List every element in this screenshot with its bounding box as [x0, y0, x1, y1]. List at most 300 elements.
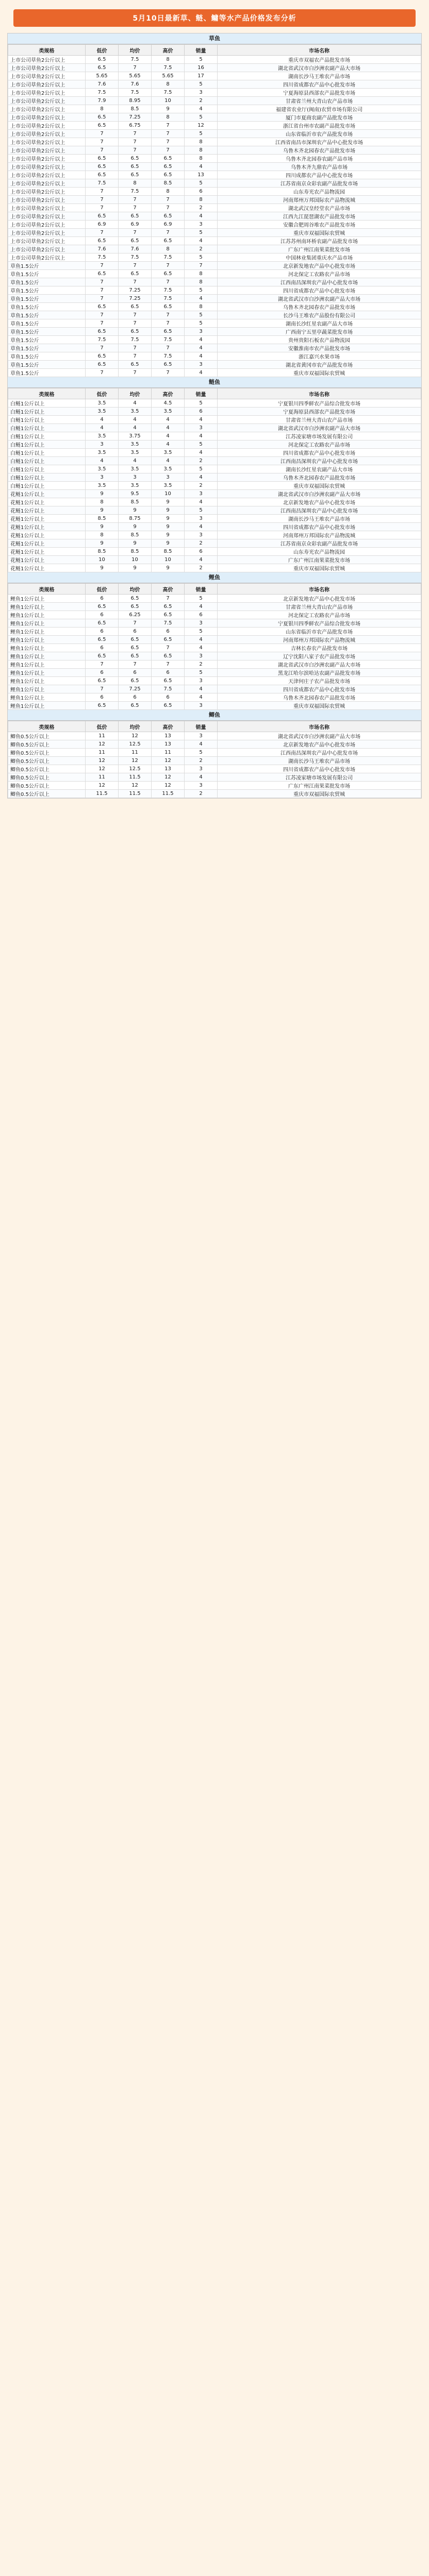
table-row	[8, 644, 421, 652]
low-price-cell: 9	[86, 506, 119, 515]
avg-price-cell: 4	[119, 399, 152, 408]
table-row	[8, 336, 421, 344]
spec-cell: 鲫鱼0.5公斤以上	[8, 740, 86, 749]
high-price-cell: 7	[152, 319, 185, 328]
high-price-cell: 13	[152, 765, 185, 773]
spec-cell: 草鱼1.5公斤	[8, 295, 86, 303]
spec-cell: 鲤鱼1公斤以上	[8, 652, 86, 660]
table-row	[8, 105, 421, 113]
high-price-cell: 6.5	[152, 237, 185, 245]
avg-price-cell: 4	[119, 424, 152, 432]
high-price-cell: 7	[152, 196, 185, 204]
avg-price-cell: 7	[119, 319, 152, 328]
avg-price-cell: 7	[119, 352, 152, 361]
market-name-cell: 江苏凌家塘市场发展有限公司	[218, 432, 421, 440]
market-name-cell: 河南郑州万邦国际农产品物流城	[218, 636, 421, 644]
market-name-cell: 重庆市双福国际农贸城	[218, 702, 421, 710]
spec-cell: 上市公司草鱼2公斤以上	[8, 138, 86, 146]
table-row	[8, 765, 421, 773]
market-name-cell: 广西南宁五里亭蔬菜批发市场	[218, 328, 421, 336]
avg-price-cell: 6.5	[119, 328, 152, 336]
table-header-row	[8, 584, 421, 595]
volume-cell: 4	[185, 344, 218, 352]
avg-price-cell: 9	[119, 564, 152, 572]
low-price-cell: 6.5	[86, 603, 119, 611]
spec-cell: 上市公司草鱼2公斤以上	[8, 196, 86, 204]
avg-price-cell: 7	[119, 311, 152, 319]
high-price-cell: 7	[152, 138, 185, 146]
low-price-cell: 7	[86, 660, 119, 669]
volume-cell: 4	[185, 432, 218, 440]
spec-cell: 草鱼1.5公斤	[8, 270, 86, 278]
avg-price-cell: 7	[119, 64, 152, 72]
high-price-cell: 7.5	[152, 286, 185, 295]
volume-cell: 5	[185, 319, 218, 328]
table-row	[8, 328, 421, 336]
volume-cell: 3	[185, 677, 218, 685]
market-name-cell: 四川省成都农产品中心批发市场	[218, 685, 421, 693]
low-price-cell: 8	[86, 498, 119, 506]
market-name-cell: 乌鲁木齐北园春农产品批发市场	[218, 473, 421, 482]
market-name-cell: 重庆市双福国际农贸城	[218, 369, 421, 377]
spec-cell: 草鱼1.5公斤	[8, 278, 86, 286]
avg-price-cell: 7	[119, 278, 152, 286]
low-price-cell: 7	[86, 278, 119, 286]
avg-price-cell: 6.5	[119, 603, 152, 611]
avg-price-cell: 8.5	[119, 105, 152, 113]
low-price-cell: 7	[86, 146, 119, 155]
high-price-cell: 12	[152, 782, 185, 790]
table-row	[8, 130, 421, 138]
volume-cell: 2	[185, 245, 218, 253]
avg-price-cell: 7.5	[119, 253, 152, 262]
low-price-cell: 7	[86, 188, 119, 196]
low-price-cell: 4	[86, 416, 119, 424]
low-price-cell: 7	[86, 262, 119, 270]
table-row	[8, 171, 421, 179]
market-name-cell: 江西南昌深圳农产品中心批发市场	[218, 506, 421, 515]
volume-cell: 8	[185, 278, 218, 286]
volume-cell: 6	[185, 611, 218, 619]
table-header-row	[8, 388, 421, 399]
market-name-cell: 江西南昌深圳农产品中心批发市场	[218, 749, 421, 757]
table-row	[8, 685, 421, 693]
high-price-cell: 4	[152, 432, 185, 440]
low-price-cell: 7	[86, 229, 119, 237]
low-price-cell: 7	[86, 344, 119, 352]
table-row	[8, 416, 421, 424]
table-row	[8, 188, 421, 196]
table-row	[8, 311, 421, 319]
spec-cell: 花鲢1公斤以上	[8, 548, 86, 556]
volume-cell: 4	[185, 693, 218, 702]
volume-cell: 4	[185, 603, 218, 611]
volume-cell: 3	[185, 765, 218, 773]
high-price-cell: 6.5	[152, 361, 185, 369]
table-row	[8, 361, 421, 369]
market-name-cell: 河北保定工农路农产品市场	[218, 440, 421, 449]
market-name-cell: 浙江嘉兴水果市场	[218, 352, 421, 361]
spec-cell: 鲫鱼0.5公斤以上	[8, 773, 86, 782]
table-row	[8, 97, 421, 105]
high-price-cell: 4	[152, 457, 185, 465]
volume-cell: 12	[185, 122, 218, 130]
volume-cell: 17	[185, 72, 218, 80]
low-price-cell: 6.5	[86, 56, 119, 64]
market-name-cell: 福建省农业厅(闽南)农贸市场有限公司	[218, 105, 421, 113]
avg-price-cell: 6.5	[119, 171, 152, 179]
low-price-cell: 6.5	[86, 171, 119, 179]
table-row	[8, 229, 421, 237]
table-row	[8, 319, 421, 328]
low-price-cell: 3.5	[86, 449, 119, 457]
spec-cell: 白鲢1公斤以上	[8, 408, 86, 416]
spec-cell: 草鱼1.5公斤	[8, 311, 86, 319]
avg-price-cell: 6.5	[119, 361, 152, 369]
market-name-cell: 湖北省武汉市白沙洲农副产品大市场	[218, 660, 421, 669]
avg-price-cell: 6.5	[119, 270, 152, 278]
table-row	[8, 773, 421, 782]
volume-cell: 6	[185, 188, 218, 196]
high-price-cell: 7.5	[152, 619, 185, 628]
spec-cell: 白鲢1公斤以上	[8, 457, 86, 465]
section-title: 草鱼	[8, 33, 421, 44]
high-price-cell: 11	[152, 749, 185, 757]
spec-cell: 草鱼1.5公斤	[8, 262, 86, 270]
high-price-cell: 7	[152, 595, 185, 603]
spec-cell: 鲤鱼1公斤以上	[8, 636, 86, 644]
low-price-cell: 4	[86, 424, 119, 432]
market-name-cell: 重庆市双福国际农贸城	[218, 229, 421, 237]
low-price-cell: 7	[86, 196, 119, 204]
spec-cell: 草鱼1.5公斤	[8, 369, 86, 377]
table-row	[8, 539, 421, 548]
volume-cell: 8	[185, 138, 218, 146]
volume-cell: 4	[185, 773, 218, 782]
column-header: 市场名称	[218, 45, 421, 56]
low-price-cell: 6.5	[86, 163, 119, 171]
high-price-cell: 7	[152, 369, 185, 377]
price-table	[8, 44, 421, 377]
spec-cell: 上市公司草鱼2公斤以上	[8, 171, 86, 179]
table-row	[8, 465, 421, 473]
spec-cell: 上市公司草鱼2公斤以上	[8, 229, 86, 237]
volume-cell: 4	[185, 740, 218, 749]
avg-price-cell: 3.5	[119, 408, 152, 416]
market-name-cell: 江西南昌深圳农产品中心批发市场	[218, 457, 421, 465]
volume-cell: 3	[185, 490, 218, 498]
volume-cell: 4	[185, 556, 218, 564]
low-price-cell: 6.5	[86, 619, 119, 628]
avg-price-cell: 6.5	[119, 636, 152, 644]
volume-cell: 3	[185, 782, 218, 790]
volume-cell: 2	[185, 564, 218, 572]
market-name-cell: 浙江省台州市农副产品批发市场	[218, 122, 421, 130]
avg-price-cell: 7.5	[119, 89, 152, 97]
avg-price-cell: 7.6	[119, 80, 152, 89]
spec-cell: 上市公司草鱼2公斤以上	[8, 163, 86, 171]
table-row	[8, 749, 421, 757]
high-price-cell: 6.5	[152, 652, 185, 660]
volume-cell: 8	[185, 155, 218, 163]
spec-cell: 上市公司草鱼2公斤以上	[8, 56, 86, 64]
volume-cell: 4	[185, 473, 218, 482]
volume-cell: 6	[185, 548, 218, 556]
market-name-cell: 贵州贵阳石板农产品物流园	[218, 336, 421, 344]
avg-price-cell: 6.5	[119, 595, 152, 603]
spec-cell: 鲤鱼1公斤以上	[8, 677, 86, 685]
volume-cell: 3	[185, 702, 218, 710]
avg-price-cell: 7.5	[119, 188, 152, 196]
avg-price-cell: 11	[119, 749, 152, 757]
avg-price-cell: 5.65	[119, 72, 152, 80]
low-price-cell: 7	[86, 204, 119, 212]
high-price-cell: 9	[152, 523, 185, 531]
table-row	[8, 352, 421, 361]
column-header: 类规格	[8, 388, 86, 399]
low-price-cell: 12	[86, 782, 119, 790]
low-price-cell: 11	[86, 773, 119, 782]
section-title: 鲤鱼	[8, 572, 421, 583]
spec-cell: 上市公司草鱼2公斤以上	[8, 97, 86, 105]
volume-cell: 3	[185, 424, 218, 432]
table-row	[8, 212, 421, 221]
market-name-cell: 宁夏银川四季鲜农产品综合批发市场	[218, 619, 421, 628]
volume-cell: 3	[185, 328, 218, 336]
volume-cell: 2	[185, 457, 218, 465]
volume-cell: 4	[185, 449, 218, 457]
spec-cell: 花鲢1公斤以上	[8, 556, 86, 564]
avg-price-cell: 4	[119, 457, 152, 465]
avg-price-cell: 8.95	[119, 97, 152, 105]
market-name-cell: 中国林业集团重庆水产品市场	[218, 253, 421, 262]
low-price-cell: 3.5	[86, 408, 119, 416]
column-header: 高价	[152, 721, 185, 732]
table-row	[8, 432, 421, 440]
table-row	[8, 221, 421, 229]
market-name-cell: 四川成都农产品中心批发市场	[218, 171, 421, 179]
volume-cell: 5	[185, 253, 218, 262]
table-row	[8, 122, 421, 130]
market-name-cell: 四川省成都农产品中心批发市场	[218, 765, 421, 773]
high-price-cell: 7	[152, 278, 185, 286]
high-price-cell: 3.5	[152, 465, 185, 473]
high-price-cell: 7.5	[152, 685, 185, 693]
avg-price-cell: 3.5	[119, 440, 152, 449]
high-price-cell: 7	[152, 311, 185, 319]
table-row	[8, 138, 421, 146]
avg-price-cell: 8	[119, 179, 152, 188]
spec-cell: 白鲢1公斤以上	[8, 473, 86, 482]
market-name-cell: 广东广州江南果菜批发市场	[218, 245, 421, 253]
table-row	[8, 399, 421, 408]
spec-cell: 草鱼1.5公斤	[8, 319, 86, 328]
page	[0, 9, 429, 799]
low-price-cell: 7.5	[86, 179, 119, 188]
volume-cell: 5	[185, 595, 218, 603]
volume-cell: 5	[185, 113, 218, 122]
table-row	[8, 740, 421, 749]
high-price-cell: 10	[152, 490, 185, 498]
table-row	[8, 660, 421, 669]
market-name-cell: 北京新发地农产品中心批发市场	[218, 262, 421, 270]
high-price-cell: 10	[152, 556, 185, 564]
high-price-cell: 6.5	[152, 163, 185, 171]
market-name-cell: 山东省临沂市农产品批发市场	[218, 130, 421, 138]
volume-cell: 4	[185, 237, 218, 245]
high-price-cell: 6.5	[152, 702, 185, 710]
market-name-cell: 湖北省武汉市白沙洲农副产品大市场	[218, 732, 421, 740]
low-price-cell: 11	[86, 732, 119, 740]
avg-price-cell: 6.5	[119, 644, 152, 652]
table-row	[8, 732, 421, 740]
high-price-cell: 4.5	[152, 399, 185, 408]
volume-cell: 5	[185, 80, 218, 89]
column-header: 均价	[119, 721, 152, 732]
avg-price-cell: 11.5	[119, 773, 152, 782]
high-price-cell: 6.5	[152, 303, 185, 311]
market-name-cell: 北京新发地农产品中心批发市场	[218, 498, 421, 506]
low-price-cell: 7.5	[86, 89, 119, 97]
market-name-cell: 四川省成都农产品中心批发市场	[218, 449, 421, 457]
market-name-cell: 湖北省黄冈市农产品批发市场	[218, 361, 421, 369]
market-name-cell: 江苏省南京众彩农副产品批发市场	[218, 179, 421, 188]
table-row	[8, 677, 421, 685]
high-price-cell: 8	[152, 80, 185, 89]
table-row	[8, 80, 421, 89]
high-price-cell: 7.5	[152, 64, 185, 72]
high-price-cell: 7	[152, 344, 185, 352]
market-name-cell: 乌鲁木齐北园春农产品批发市场	[218, 146, 421, 155]
market-name-cell: 河南郑州万邦国际农产品物流城	[218, 531, 421, 539]
avg-price-cell: 10	[119, 556, 152, 564]
spec-cell: 鲤鱼1公斤以上	[8, 619, 86, 628]
market-name-cell: 山东省临沂市农产品批发市场	[218, 628, 421, 636]
avg-price-cell: 4	[119, 416, 152, 424]
table-row	[8, 146, 421, 155]
market-name-cell: 江苏凌家塘市场发展有限公司	[218, 773, 421, 782]
high-price-cell: 8	[152, 245, 185, 253]
volume-cell: 5	[185, 179, 218, 188]
avg-price-cell: 8.5	[119, 498, 152, 506]
table-row	[8, 449, 421, 457]
market-name-cell: 乌鲁木齐北园春农副产品市场	[218, 155, 421, 163]
spec-cell: 白鲢1公斤以上	[8, 440, 86, 449]
spec-cell: 上市公司草鱼2公斤以上	[8, 130, 86, 138]
spec-cell: 草鱼1.5公斤	[8, 361, 86, 369]
volume-cell: 8	[185, 146, 218, 155]
market-name-cell: 乌鲁木齐北园春农产品批发市场	[218, 303, 421, 311]
low-price-cell: 8.5	[86, 515, 119, 523]
market-name-cell: 四川省成都农产品中心批发市场	[218, 286, 421, 295]
section-title: 鲢鱼	[8, 377, 421, 388]
high-price-cell: 7	[152, 229, 185, 237]
table-row	[8, 204, 421, 212]
avg-price-cell: 3.5	[119, 449, 152, 457]
spec-cell: 白鲢1公斤以上	[8, 449, 86, 457]
market-name-cell: 广东广州江南果菜批发市场	[218, 556, 421, 564]
low-price-cell: 12	[86, 765, 119, 773]
table-row	[8, 669, 421, 677]
avg-price-cell: 7.25	[119, 685, 152, 693]
market-name-cell: 湖北省武汉市白沙洲农副产品大市场	[218, 64, 421, 72]
avg-price-cell: 7.25	[119, 295, 152, 303]
spec-cell: 花鲢1公斤以上	[8, 539, 86, 548]
table-row	[8, 790, 421, 798]
low-price-cell: 7	[86, 311, 119, 319]
volume-cell: 4	[185, 416, 218, 424]
spec-cell: 鲤鱼1公斤以上	[8, 660, 86, 669]
table-row	[8, 611, 421, 619]
low-price-cell: 9	[86, 523, 119, 531]
volume-cell: 3	[185, 515, 218, 523]
spec-cell: 草鱼1.5公斤	[8, 344, 86, 352]
column-header: 低价	[86, 721, 119, 732]
low-price-cell: 7	[86, 130, 119, 138]
volume-cell: 2	[185, 757, 218, 765]
spec-cell: 上市公司草鱼2公斤以上	[8, 105, 86, 113]
high-price-cell: 3.5	[152, 408, 185, 416]
volume-cell: 5	[185, 399, 218, 408]
low-price-cell: 4	[86, 457, 119, 465]
volume-cell: 5	[185, 311, 218, 319]
spec-cell: 花鲢1公斤以上	[8, 531, 86, 539]
low-price-cell: 6	[86, 693, 119, 702]
spec-cell: 鲤鱼1公斤以上	[8, 611, 86, 619]
low-price-cell: 6.5	[86, 652, 119, 660]
spec-cell: 上市公司草鱼2公斤以上	[8, 237, 86, 245]
high-price-cell: 3.5	[152, 449, 185, 457]
volume-cell: 4	[185, 163, 218, 171]
avg-price-cell: 12.5	[119, 740, 152, 749]
volume-cell: 13	[185, 171, 218, 179]
spec-cell: 上市公司草鱼2公斤以上	[8, 64, 86, 72]
avg-price-cell: 12	[119, 782, 152, 790]
high-price-cell: 6	[152, 693, 185, 702]
spec-cell: 白鲢1公斤以上	[8, 482, 86, 490]
table-row	[8, 636, 421, 644]
avg-price-cell: 12.5	[119, 765, 152, 773]
spec-cell: 草鱼1.5公斤	[8, 303, 86, 311]
volume-cell: 2	[185, 482, 218, 490]
volume-cell: 6	[185, 408, 218, 416]
spec-cell: 花鲢1公斤以上	[8, 498, 86, 506]
volume-cell: 2	[185, 539, 218, 548]
volume-cell: 4	[185, 352, 218, 361]
high-price-cell: 11.5	[152, 790, 185, 798]
low-price-cell: 6.5	[86, 352, 119, 361]
section-title: 鲫鱼	[8, 710, 421, 721]
high-price-cell: 5.65	[152, 72, 185, 80]
spec-cell: 花鲢1公斤以上	[8, 523, 86, 531]
spec-cell: 草鱼1.5公斤	[8, 328, 86, 336]
high-price-cell: 9	[152, 498, 185, 506]
volume-cell: 7	[185, 262, 218, 270]
table-row	[8, 457, 421, 465]
low-price-cell: 6	[86, 628, 119, 636]
avg-price-cell: 11.5	[119, 790, 152, 798]
column-header: 市场名称	[218, 388, 421, 399]
volume-cell: 4	[185, 636, 218, 644]
column-header: 均价	[119, 584, 152, 595]
volume-cell: 5	[185, 130, 218, 138]
avg-price-cell: 12	[119, 757, 152, 765]
low-price-cell: 11	[86, 749, 119, 757]
high-price-cell: 13	[152, 732, 185, 740]
high-price-cell: 6.5	[152, 212, 185, 221]
table-row	[8, 155, 421, 163]
market-name-cell: 湖南长沙马王堆农产品市场	[218, 757, 421, 765]
